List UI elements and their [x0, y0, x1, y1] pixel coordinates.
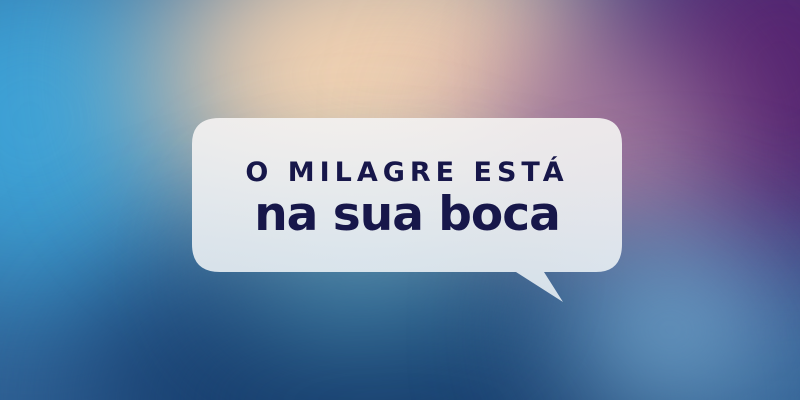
headline [192, 118, 622, 240]
headline-line-2: na sua boca [254, 187, 560, 242]
headline-line-1: O MILAGRE ESTÁ [245, 157, 569, 188]
